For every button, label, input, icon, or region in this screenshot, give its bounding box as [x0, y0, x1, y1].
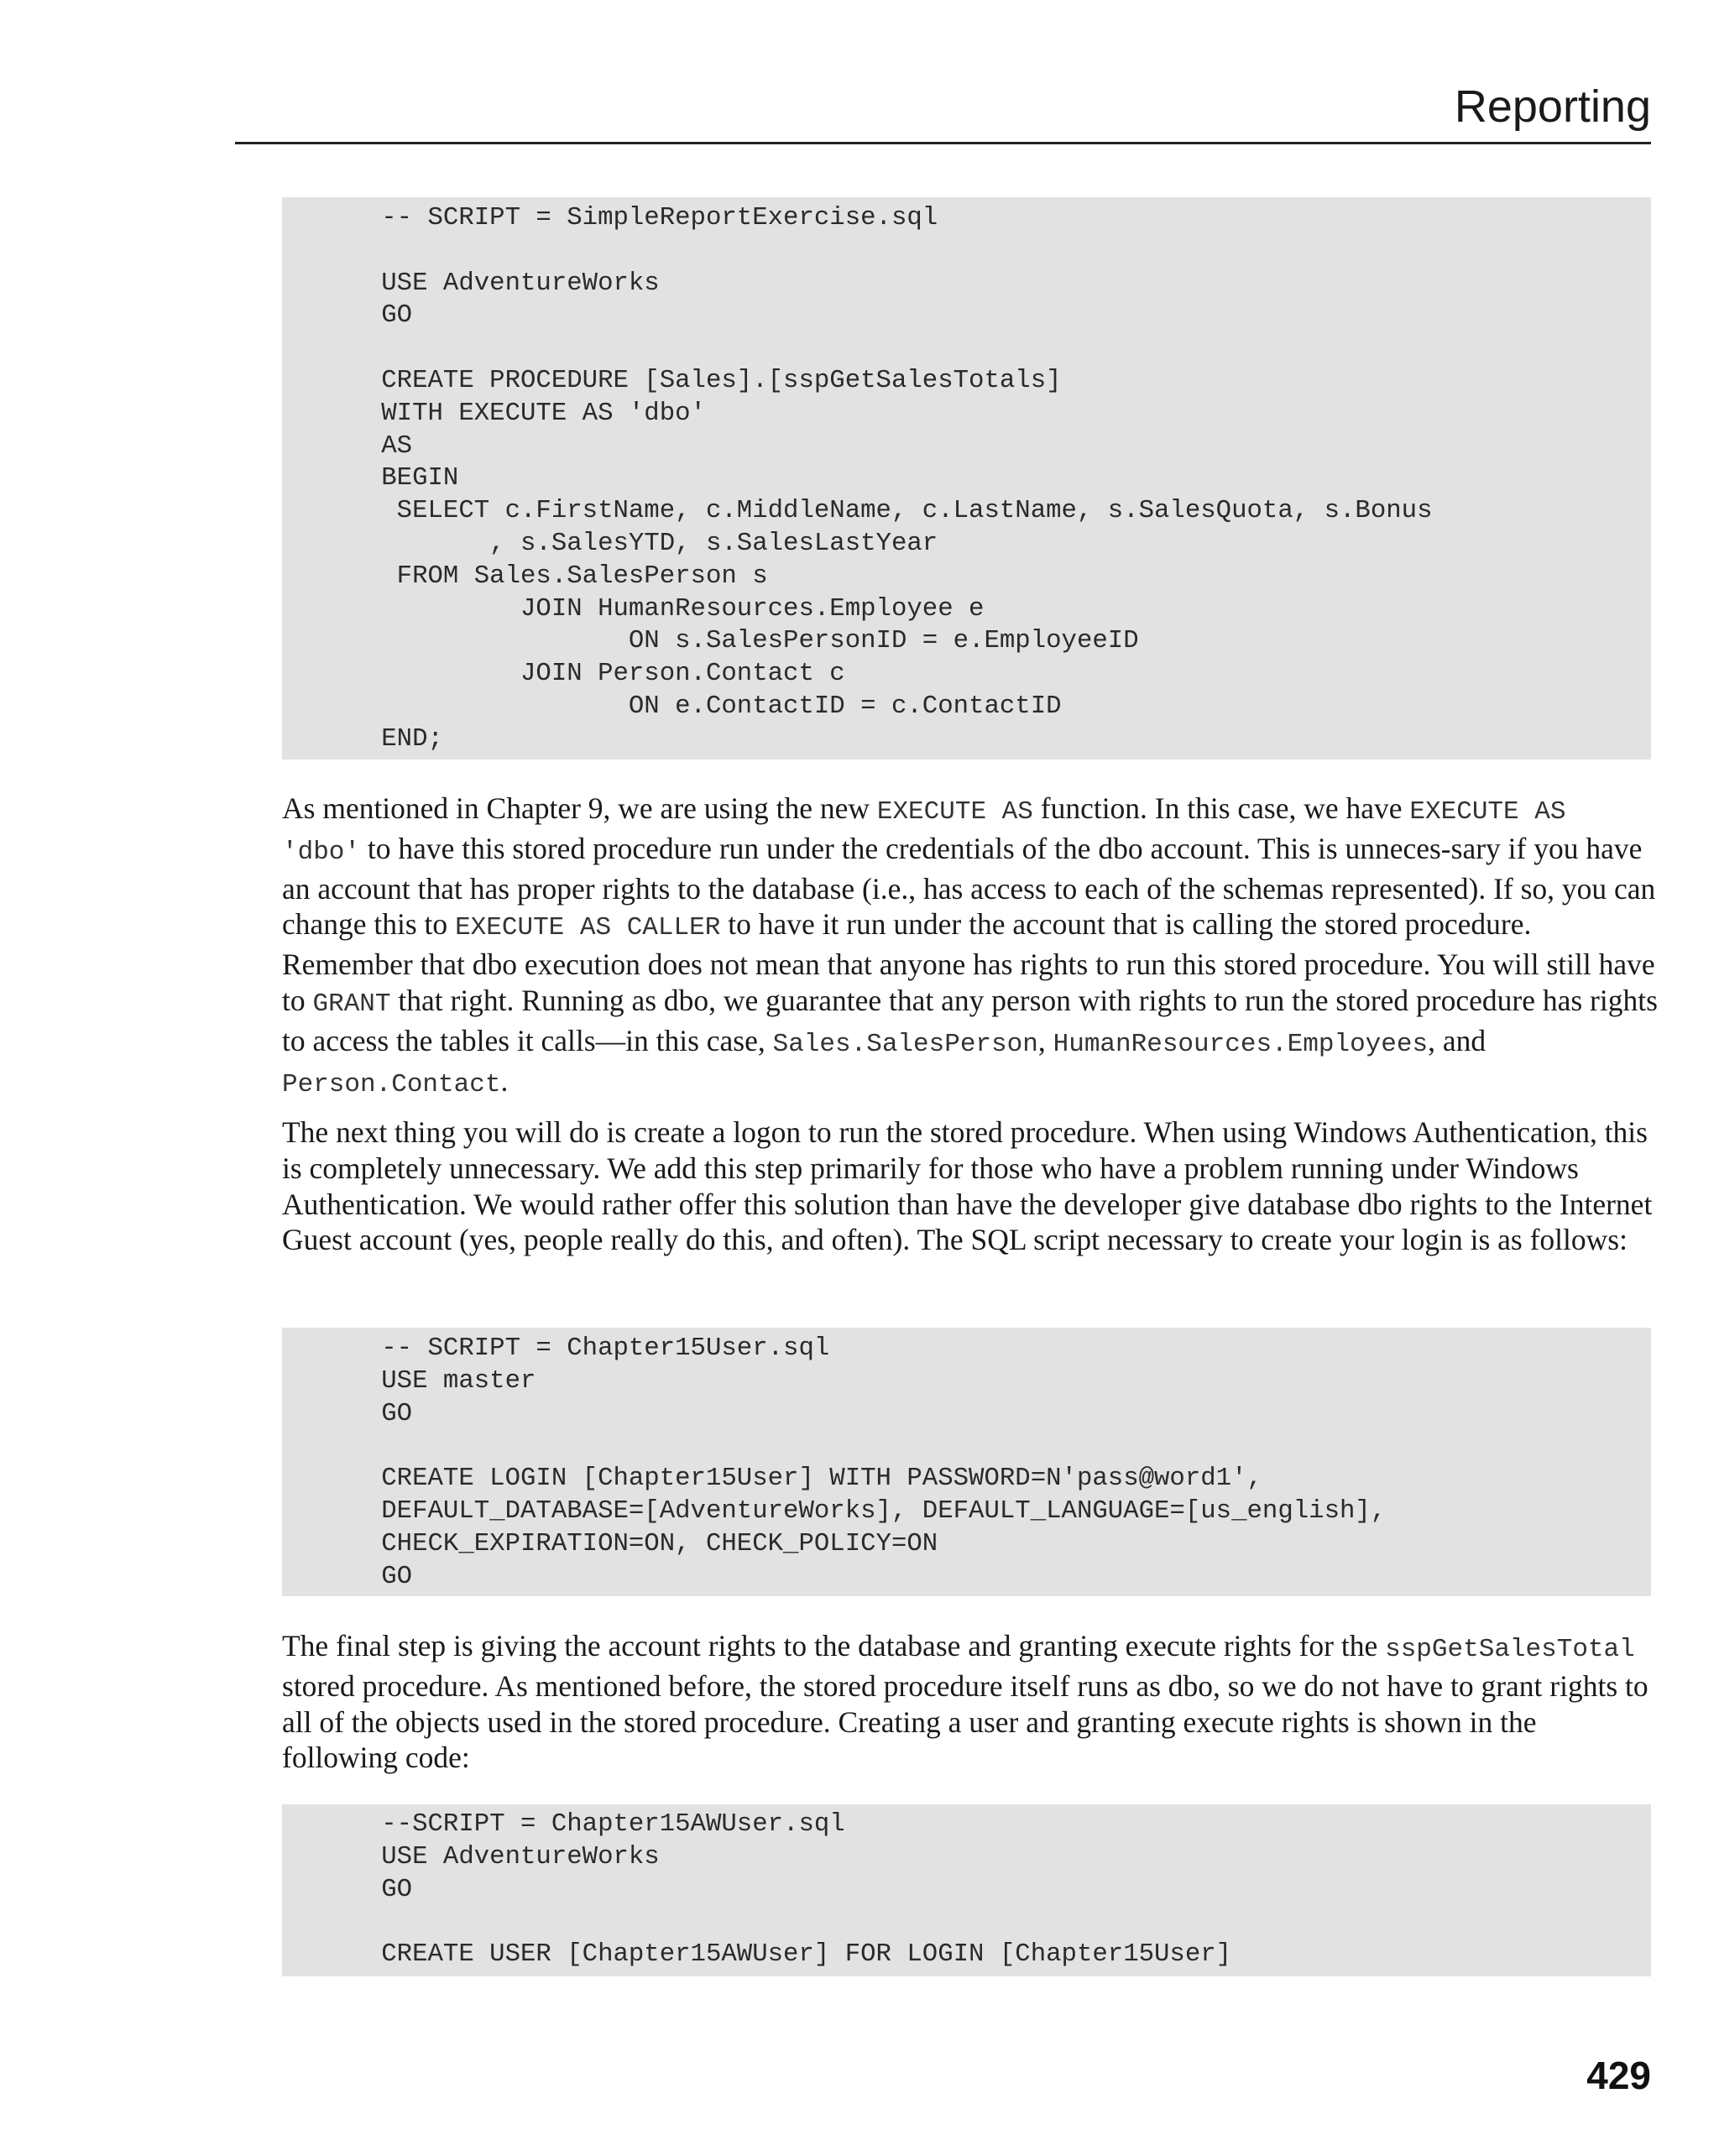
- code-line: GO: [335, 1398, 413, 1428]
- code-line: [335, 235, 1651, 268]
- code-line: USE AdventureWorks: [335, 1841, 660, 1871]
- code-line: WITH EXECUTE AS 'dbo': [335, 398, 706, 428]
- header-rule: [235, 142, 1651, 144]
- text-run: .: [500, 1063, 509, 1098]
- inline-code: GRANT: [312, 989, 391, 1019]
- text-run: to have it run under the account that is calling the stored procedure. Remember that dbo execution does not mean that anyone has rights to run this stored procedure. You will still have to: [282, 907, 1655, 1017]
- text-run: The next thing you will do is create a logon to run the stored procedure. When using Windows Authentication, this is completely unnecessary. We add this step primarily for those who have a problem running under Windows Authentication. We would rather offer this solution than have the developer give database dbo rights to the Internet Guest account (yes, people really do this, and often). The SQL script necessary to create your login is as follows:: [282, 1115, 1653, 1257]
- text-run: As mentioned in Chapter 9, we are using the new: [282, 791, 877, 825]
- text-run: to have this stored procedure run under the credentials of the dbo account. This is unneces-sary if you have an account that has proper rights to the database (i.e., has access to each of the schemas represented). If so, you can change this to: [282, 831, 1656, 942]
- page-number: 429: [1586, 2054, 1651, 2097]
- inline-code: EXECUTE AS: [876, 797, 1033, 827]
- text-run: , and: [1428, 1023, 1486, 1057]
- code-line: ON e.ContactID = c.ContactID: [335, 691, 1062, 721]
- code-line: USE master: [335, 1365, 536, 1396]
- text-run: that right. Running as dbo, we guarantee that any person with rights to run the stored procedure has rights to access the tables it calls—in this case,: [282, 983, 1658, 1057]
- code-line: SELECT c.FirstName, c.MiddleName, c.LastName, s.SalesQuota, s.Bonus: [335, 496, 1433, 526]
- code-line: ON s.SalesPersonID = e.EmployeeID: [335, 626, 1139, 656]
- code-line: FROM Sales.SalesPerson s: [335, 561, 768, 591]
- text-run: function. In this case, we have: [1032, 791, 1410, 825]
- paragraph-create-logon: [282, 1115, 1659, 1258]
- code-line: , s.SalesYTD, s.SalesLastYear: [335, 528, 938, 558]
- code-line: JOIN HumanResources.Employee e: [335, 593, 985, 624]
- inline-code: HumanResources.Employees: [1053, 1029, 1429, 1059]
- code-line: CREATE LOGIN [Chapter15User] WITH PASSWORD=N'pass@word1',: [335, 1464, 1262, 1494]
- code-line: CREATE PROCEDURE [Sales].[sspGetSalesTotals]: [335, 365, 1062, 395]
- code-line: BEGIN: [335, 463, 459, 493]
- paragraph-execute-as: [282, 791, 1659, 1103]
- inline-code: sspGetSalesTotal: [1385, 1635, 1635, 1664]
- code-line: GO: [335, 1561, 413, 1591]
- code-line: JOIN Person.Contact c: [335, 659, 845, 689]
- inline-code: EXECUTE AS 'dbo': [282, 797, 1566, 867]
- code-line: -- SCRIPT = SimpleReportExercise.sql: [335, 203, 938, 232]
- code-line: [335, 1906, 1651, 1939]
- code-line: AS: [335, 431, 413, 461]
- code-line: --SCRIPT = Chapter15AWUser.sql: [335, 1809, 845, 1839]
- inline-code: Sales.SalesPerson: [772, 1029, 1038, 1059]
- running-header: Reporting: [1454, 81, 1651, 132]
- text-run: stored procedure. As mentioned before, the stored procedure itself runs as dbo, so we do not have to grant rights to all of the objects used in the stored procedure. Creating a user and granting execute rights is shown in the following code:: [282, 1668, 1648, 1775]
- paragraph-grant-rights: [282, 1628, 1659, 1776]
- code-block-simple-report: [282, 197, 1651, 760]
- code-line: CREATE USER [Chapter15AWUser] FOR LOGIN [Chapter15User]: [335, 1939, 1232, 1970]
- code-line: [335, 1430, 1651, 1463]
- inline-code: Person.Contact: [282, 1069, 501, 1099]
- code-line: CHECK_EXPIRATION=ON, CHECK_POLICY=ON: [335, 1528, 938, 1558]
- code-line: GO: [335, 1874, 413, 1904]
- code-line: DEFAULT_DATABASE=[AdventureWorks], DEFAULT_LANGUAGE=[us_english],: [335, 1496, 1387, 1526]
- code-line: GO: [335, 300, 413, 331]
- code-line: [335, 332, 1651, 365]
- text-run: ,: [1037, 1023, 1053, 1057]
- text-run: The final step is giving the account rights to the database and granting execute rights for the: [282, 1629, 1386, 1663]
- code-line: END;: [335, 723, 443, 754]
- inline-code: EXECUTE AS CALLER: [455, 913, 721, 943]
- code-block-chapter15-user: [282, 1328, 1651, 1596]
- code-line: -- SCRIPT = Chapter15User.sql: [335, 1334, 830, 1363]
- code-line: USE AdventureWorks: [335, 268, 660, 298]
- code-block-chapter15-aw-user: [282, 1804, 1651, 1976]
